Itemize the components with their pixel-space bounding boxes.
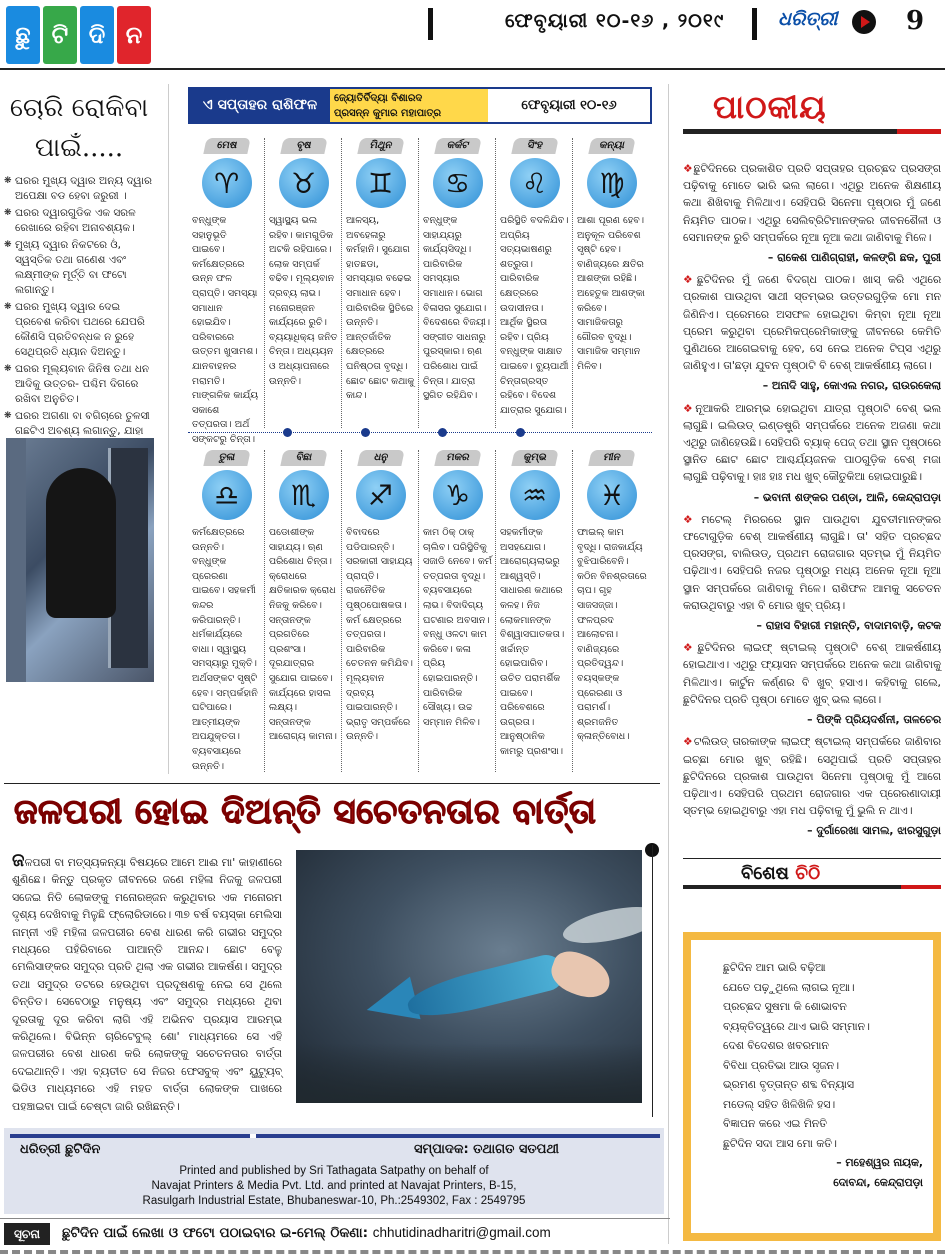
- sign-cancer: [419, 138, 496, 428]
- letter-signature: – ଦୁର୍ଗାରେଖା ସାମଲ, ଝାରସୁଗୁଡ଼ା: [807, 824, 941, 838]
- letter-text: ❖ମଟେଲ୍ ମିରରରେ ସ୍ଥାନ ପାଉଥିବା ଯୁବତୀମାନଙ୍କର ଫଟୋଗୁଡ଼ିକ ବେଶ୍ ଆକର୍ଷଣୀୟ ଲାଗୁଛି। ତା' ସହିତ ପ୍ରଚ୍ଛଦ ପ୍ରସଙ୍ଗ, ବାଲିଉଡ୍, ପ୍ରଥମ ରୋଜଗାର ସ୍ତମ୍ଭ ମୁଁ ନିୟମିତ ପଢ଼ିଥାଏ। ସେହିପରି ନଜର ପୃଷ୍ଠାରୁ ମଧ୍ୟ ଅନେକ ନୂଆ ନୂଆ ସ୍ଥାନ ସମ୍ପର୍କରେ ଜାଣିବାକୁ ମିଳେ। ରାଶିଫଳ ଆମକୁ ସଚେତନ କରାଉଥିବାରୁ ଏହା ବି ମୋର ଖୁବ୍ ପ୍ରିୟ।: [683, 512, 941, 612]
- letter-signature: – ଅନାଦି ସାହୁ, କୋଏଲ ନଗର, ରାଉରକେଲା: [762, 379, 941, 393]
- sign-forecast: ଆଳସ୍ୟ, ଅବହେଳାରୁ କର୍ମହାନି। ସୁଯୋଗ ହାତଛଡା, ସମସ୍ୟାର ବଢେଇ ସମାଧାନ ହେବ। ପାରିବାରିକ ସ୍ଥିତିରେ ଉନ୍ନତି। ଆନ୍ତର୍ଜାତିକ କ୍ଷେତ୍ରରେ ଘନିଷ୍ଠତା ବୃଦ୍ଧି। ଛୋଟ ଛୋଟ କଥାକୁ କାନ୍ଦ।: [346, 215, 415, 402]
- email-notice: [0, 1218, 670, 1248]
- sign-label: ବିଛା: [280, 450, 327, 466]
- poem-line: ମଡେଲ୍ ସହିତ ଖିଳିଖିଳି ହସ।: [723, 1097, 836, 1111]
- sign-gemini: [342, 138, 419, 428]
- brand-letter: ଟି: [43, 6, 77, 64]
- sign-forecast: କାମ ଠିକ୍ ଠାକ୍ ଚାଲିବ। ପରିସ୍ଥିତିକୁ ସଜାଡି ନେବେ। କର୍ମ ତତ୍ପରତା ବୃଦ୍ଧି। ବ୍ୟବସାୟରେ ଲାଭ। ବିଦାଦିଗ୍ୟ ଘଟଣାର ଅବସାନ। ବନ୍ଧୁ ଓଳଟା କାମ କରିବେ। କଳା ପ୍ରିୟ ହୋଇପାରନ୍ତି। ପାରିବାରିକ ସୌଖ୍ୟ। ଉଚ୍ଚ ସମ୍ମାନ ମିଳିବ।: [423, 527, 492, 728]
- poem-signature-place: ଦୋବନ୍ଦା, କେନ୍ଦ୍ରାପଡ଼ା: [833, 1175, 923, 1189]
- special-letter-header: [683, 858, 941, 888]
- separator-dot: [361, 428, 370, 437]
- pathakiya-header: [683, 86, 941, 134]
- letter-text: ❖ଛୁଟିଦିନରେ ପ୍ରକାଶିତ ପ୍ରତି ସପ୍ତାହର ପ୍ରଚ୍ଛଦ ପ୍ରସଙ୍ଗ ପଢ଼ିବାକୁ ମୋତେ ଭାରି ଭଲ ଲାଗେ। ଏଥିରୁ ଅନେକ ଶିକ୍ଷଣୀୟ କଥା ଶିଖିବାକୁ ମିଳିଥାଏ। ସେହିପରି ସିନେମା ପୃଷ୍ଠାର ମୁଁ ଜଣେ ନିୟମିତ ପାଠକ। ଏଥିରୁ ସେଲିବ୍ରିଟିମାନଙ୍କର ଜୀବନଶୈଳୀ ଓ ସେମାନଙ୍କ ରୁଚି ସମ୍ପର୍କରେ ନୂଆ ନୂଆ କଥା ଜାଣିବାକୁ ମିଳେ।: [683, 162, 941, 244]
- sign-taurus: [265, 138, 342, 428]
- pathakiya-title: ପାଠକୀୟ: [713, 88, 827, 126]
- sign-forecast: କର୍ମକ୍ଷେତ୍ରରେ ଉନ୍ନତି। ବନ୍ଧୁଙ୍କ ପ୍ରେରଣା ପାଇବେ। ସହକର୍ମୀ କନ୍ଦର କରିପାରନ୍ତି। ଧର୍ମକାର୍ଯ୍ୟରେ ବାଧା। ସ୍ୱାସ୍ଥ୍ୟ ସମସ୍ୟାରୁ ମୁକ୍ତି। ଅର୍ଥସଙ୍କଟ ସୃଷ୍ଟି ହେବ। ସମ୍ପର୍କହାନି ଘଟିପାରେ। ଆତ୍ମୀୟଙ୍କ ଅପଯୁକ୍ତତା। ବ୍ୟବସାୟରେ ଉନ୍ନତି।: [192, 527, 258, 772]
- poem-line: ଦେଶ ବିଦେଶର ଖବରମାନ: [723, 1039, 829, 1052]
- drop-cap: ଜ: [12, 850, 25, 871]
- sign-label: ମକର: [434, 450, 481, 466]
- poem-line: ବ୍ୟକ୍ତିତ୍ୱରେ ଥାଏ ଭାରି ସମ୍ମାନ।: [723, 1019, 870, 1033]
- libra-icon: ♎: [202, 470, 252, 520]
- sign-forecast: ଆଶା ପୂରଣ ହେବ। ଅନୁକୂଳ ପରିବେଶ ସୃଷ୍ଟି ହେବ। ବାଣିଜ୍ୟରେ କ୍ଷତିର ଆଶଙ୍କା ରହିଛି। ଅହେତୁକ ଆଶଙ୍କା କରିବେ। ସାମାଜିକତାରୁ ଗୌରବ ବୃଦ୍ଧି। ସାମାଜିକ ସମ୍ମାନ ମିଳିବ।: [577, 215, 645, 372]
- sign-libra: [188, 450, 265, 772]
- print-line: Printed and published by Sri Tathagata Satpathy on behalf of Navajat Printers & Media Pvt. Ltd. and printed at Navajat Printers, B-15, Rasulgarh Industrial Estate, Bhubaneswar-10, Ph.:2549302, Fax : 2549795: [142, 1165, 526, 1207]
- sign-scorpio: [265, 450, 342, 772]
- separator-dot: [516, 428, 525, 437]
- list-item: ❋ ଘରର ମୁଖ୍ୟ ଦ୍ୱାର ଦେଇ ପ୍ରବେଶ କରିବା ପଥରେ ଯେପରି କୌଣସି ପ୍ରତିବନ୍ଧକ ନ ରୁହେ ସେଥିପ୍ରତି ଧ୍ୟାନ ଦିଅନ୍ତୁ।: [4, 300, 154, 360]
- sign-label: କନ୍ୟା: [588, 138, 635, 154]
- list-item: ❋ ଘରର ଅଗଣା ବା ବଗିଚାରେ ତୁଳସୀ ଗଛଟିଏ ଅବଶ୍ୟ ଲଗାନ୍ତୁ, ଯାହା: [4, 409, 154, 469]
- special-title: ବିଶେଷ: [741, 863, 789, 884]
- letter-text: ❖ନୂଆକରି ଆରମ୍ଭ ହୋଇଥିବା ଯାତ୍ରା ପୃଷ୍ଠାଟି ବେଶ୍ ଭଲ ଲାଗୁଛି। ଇଲିଉଡ୍ ଇଣ୍ଡଷ୍ଟ୍ରି ସମ୍ପର୍କରେ ଅନେକ ଅଜଣା କଥା ଏଥିରୁ ଜାଣିହେଉଛି। ସେହିପରି ବ୍ୟାକ୍ ପେଜ୍ ତଥା ସ୍ଥାନ ପୃଷ୍ଠାରେ ସ୍ଥାନିତ ଛୋଟ ଛୋଟ ଆଶ୍ଚର୍ଯ୍ୟଜନକ ପାଠଗୁଡ଼ିକ ବେଶ୍ ମଜା ଲାଗୁଛି ପଢ଼ିବାକୁ। ହାଃ ହାଃ ମଧ ଖୁବ୍ କୌତୁକିଆ ହୋଇପାରୁଛି।: [683, 401, 941, 484]
- list-item: ❋ ଘରର ଦ୍ୱାରଗୁଡିକ ଏକ ସରଳ ରେଖାରେ ରହିବା ଅନାବଶ୍ୟକ।: [4, 206, 154, 236]
- letter-text: ❖ଟଲିଉଡ୍ ତାରକାଙ୍କ ଲାଇଫ୍ ଷ୍ଟାଇଲ୍ ସମ୍ପର୍କରେ ଜାଣିବାର ଇଚ୍ଛା ମୋର ଖୁବ୍ ରହିଛି। ସେଥିପାଇଁ ପ୍ରତି ସପ୍ତାହର ଛୁଟିଦିନରେ ପ୍ରକାଶ ପାଉଥିବା ସିନେମା ପୃଷ୍ଠାକୁ ମୁଁ ଆଗେ ପଢ଼ିଥାଏ। ସେହିପରି ପ୍ରଥମ ରୋଜଗାର ଏକ ପ୍ରେରଣାଦାୟୀ ସ୍ତମ୍ଭ ହୋଇଥିବାରୁ ଏହା ମଧ ପଢ଼ିବାକୁ ମୁଁ ଭୁଲି ନ ଥାଏ।: [683, 735, 941, 818]
- dharitri-logo: ଧରିତ୍ରୀ: [778, 8, 838, 30]
- brand-letter: ଛୁ: [6, 6, 40, 64]
- article-rule: [4, 783, 660, 784]
- header-divider: [752, 8, 757, 40]
- letter-text: ❖ଛୁଟିଦିନର ଲାଇଫ୍ ଷ୍ଟାଇଲ୍ ପୃଷ୍ଠାଟି ବେଶ୍ ଆକର୍ଷଣୀୟ ହୋଇଥାଏ। ଏଥିରୁ ଫ୍ୟାସନ ସମ୍ପର୍କରେ ଅନେକ କଥା ଜାଣିବାକୁ ମିଳିଥାଏ। କାର୍ଟୁନ କର୍ଣ୍ଣର ବି ଖୁବ୍ ହସାଏ। କହିବାକୁ ଗଲେ, ଛୁଟିଦିନର ପ୍ରତି ପୃଷ୍ଠା ମୋତେ ଖୁବ୍ ଭଲ ଲାଗେ।: [683, 641, 941, 706]
- taurus-icon: ♉: [279, 158, 329, 208]
- letter-signature: – ରାହାସ ବିହାରୀ ମହାନ୍ତି, ବାଦାମବାଡ଼ି, କଟକ: [756, 619, 941, 633]
- flower-icon: ❖: [683, 512, 702, 526]
- sign-label: କର୍କଟ: [434, 138, 481, 154]
- vastu-title: ଚୋରି ରୋକିବା ପାଇଁ.....: [9, 93, 149, 163]
- sign-forecast: ବିବାଦରେ ପଡିପାରନ୍ତି। ସରକାରୀ ସାହାଯ୍ୟ ପ୍ରାପ୍ତି। ରାଜନୈତିକ ପୃଷ୍ଠପୋଷକତା। କର୍ମ କ୍ଷେତ୍ରରେ ତତ୍ପରତା। ପାରିବାରିକ ଚେତନନ କମିଯିବ। ମୂଲ୍ୟବାନ ଦ୍ରବ୍ୟ ପାଇପାରନ୍ତି। ଭ୍ରାତୃ ସମ୍ପର୍କରେ ଉନ୍ନତି।: [346, 527, 413, 743]
- poem-line: ବିଜ୍ଞାପନ କରେ ଏଇ ମିନତି: [723, 1117, 827, 1130]
- horoscope-author: [330, 89, 488, 122]
- mermaid-photo: [296, 850, 642, 1103]
- page-number: 9: [906, 6, 925, 36]
- sign-label: ସିଂହ: [511, 138, 558, 154]
- poem-line: ଯେତେ ପଢ଼ୁଥିଲେ ଲାଗଇ ନୂଆ।: [723, 980, 855, 994]
- flower-icon: ❖: [683, 401, 696, 415]
- editor-name: ସମ୍ପାଦକ: ତଥାଗତ ସତପଥୀ: [414, 1142, 559, 1157]
- special-letter-box: [683, 932, 941, 1241]
- horoscope-title: ଏ ସପ୍ତାହର ରାଶିଫଳ: [190, 89, 330, 122]
- article-title: ଜଳପରୀ ହୋଇ ଦିଅନ୍ତି ସଚେତନତାର ବାର୍ତ୍ତା: [14, 792, 597, 832]
- sign-forecast: ପଡୋଶୀଙ୍କ ସାହାଯ୍ୟ। ଋଣ ପରିଶୋଧ ଚିନ୍ତା। କ୍ରୋଧରେ କ୍ଷତିକାରକ କ୍ରୋଧ ନିଜକୁ କରିବେ। ସନ୍ତାନଙ୍କ ପ୍ରଗତିରେ ପ୍ରଶଂସା। ଦୂରଯାତ୍ରାର ସୁଯୋଗ ପାଇବେ। କାର୍ଯ୍ୟରେ ହାସଲ ଲକ୍ଷ୍ୟ। ସନ୍ତାନଙ୍କ ଆରୋଗ୍ୟ କାମନା।: [269, 527, 337, 743]
- brand-letter: ଦି: [80, 6, 114, 64]
- flower-icon: ❖: [683, 162, 694, 175]
- horoscope-dates: ଫେବୃୟାରୀ ୧୦-୧୬: [488, 89, 650, 122]
- publication-name: ଧରିତ୍ରୀ ଛୁଟିଦିନ: [20, 1142, 101, 1157]
- letter-text: ❖ଛୁଟିଦିନର ମୁଁ ଜଣେ ବିଦଗ୍ଧ ପାଠକ। ଖାସ୍ କରି ଏଥିରେ ପ୍ରକାଶ ପାଉଥିବା ସାଥୀ ସ୍ତମ୍ଭର ଉତ୍ତରଗୁଡ଼ିକ ମୋ ମନ ଜିଣିନିଏ। ପ୍ରେମରେ ଅସଫଳ ହୋଇଥିବା କିମ୍ବା ନୂଆ ନୂଆ ପ୍ରେମ କରୁଥିବା ପ୍ରେମିକପ୍ରେମିକାଙ୍କୁ ଜୀବନରେ କେମିତି ପୁଣିଥରେ ଆଗେଇବାକୁ ହେବ, ସେ ନେଇ ଅନେକ ଟିପ୍ସ ଏଥିରୁ ଜାଣିହୁଏ। ତା'ଛଡ଼ା ଯୁବନ ପୃଷ୍ଠାଟି ବି ବେଶ୍ ଆକର୍ଷଣୀୟ ଲାଗେ।: [683, 273, 942, 373]
- column-divider: [168, 84, 169, 774]
- brand-logo: [6, 6, 151, 64]
- sign-label: କୁମ୍ଭ: [511, 450, 558, 466]
- scorpio-icon: ♏: [279, 470, 329, 520]
- sign-sagittarius: [342, 450, 419, 772]
- poem-line: ପ୍ରଚ୍ଛଦ ସୁଷମା କି ଶୋଭାବନ: [723, 1000, 847, 1013]
- poem-line: ବିବିଧା ପ୍ରତିଭା ଆଉ ସୃଜନ।: [723, 1058, 839, 1072]
- virgo-icon: ♍: [587, 158, 637, 208]
- brand-letter: ନ: [117, 6, 151, 64]
- list-item: ❋ ମୁଖ୍ୟ ଦ୍ୱାର ନିକଟରେ ଓଁ, ସ୍ୱସ୍ତିକ ତଥା ଗଣେଶ ଏବଂ ଲକ୍ଷ୍ମୀଙ୍କ ମୂର୍ତ୍ତି ବା ଫଟୋ ଲଗାନ୍ତୁ।: [4, 238, 154, 298]
- sign-forecast: ଫାଇଲ୍ କାମ ବୃଦ୍ଧି। ରାଜକାର୍ଯ୍ୟ ବୁଝିପାରିବେନି। କଠିନ ବିନଶ୍ରତାରେ ଚାପ। ଗୃହ ସାଜସଜ୍ଜା। ଫଳପ୍ରଦ ଆଲୋଚନା। ବାଣିଜ୍ୟରେ ପ୍ରତିଦ୍ୱନ୍ଦ। ବୟସ୍କଙ୍କ ପ୍ରେରଣା ଓ ପରାମର୍ଶ। ଶ୍ରମଜନିତ କ୍ଳାନ୍ତିବୋଧ।: [577, 527, 647, 743]
- sign-label: ମୀନ: [588, 450, 635, 466]
- sign-forecast: ସହକର୍ମୀଙ୍କ ଅସହଯୋଗ। ଆରୋଗ୍ୟଲାଭରୁ ଆଶ୍ୱସ୍ତି। ସାଧାରଣ କଥାରେ କଳହ। ନିଜ ଲୋକମାନଙ୍କ ବିଶ୍ୱାସଘାତକତା। ଖର୍ଚ୍ଚାନ୍ତ ହୋଇପାରିବ। ଉଚିତ ପରାମର୍ଶିକ ପାଇବେ। ପରିବେଶରେ ଉଗ୍ରତା। ଆନୁଷ୍ଠାନିକ କାମରୁ ପ୍ରଶଂସା।: [500, 527, 565, 757]
- poem-line: ଛୁଟିଦିନ ଆମ ଭାରି ବଢ଼ିଆ: [723, 961, 826, 974]
- separator-dot: [283, 428, 292, 437]
- play-icon: [852, 10, 876, 34]
- sign-aries: [188, 138, 265, 445]
- masthead: [0, 0, 945, 70]
- author-name: ପ୍ରସନ୍ନ କୁମାର ମହାପାତ୍ର: [334, 108, 442, 119]
- capricorn-icon: ♑: [433, 470, 483, 520]
- sign-forecast: ବନ୍ଧୁଙ୍କ ସାହାଯ୍ୟରୁ କାର୍ଯ୍ୟସିଦ୍ଧି। ପାରିବାରିକ ସମସ୍ୟାର ସମାଧାନ। ଭୋଗ ବିଳାସର ସୁଯୋଗ। ବିଦେଶରେ ବିଜୟୀ। ସଙ୍ଗୀତ ସାଧନାରୁ ପୁରସ୍କାର। ଋଣ ପରିଶୋଧ ପାଇଁ ଚିନ୍ତା। ଯାତ୍ରା ସ୍ଥଗିତ ରହିଯିବ।: [423, 215, 491, 402]
- aries-icon: ♈: [202, 158, 252, 208]
- sign-forecast: ପରିସ୍ଥିତି ବଦଳିଯିବ। ଅପ୍ରିୟ ସତ୍ୟଭାଷଣରୁ ଶତ୍ରୁତା। ପାରିବାରିକ କ୍ଷେତ୍ରରେ ଉଦାସୀନତା। ଆର୍ଥିକ ସ୍ଥିରତା ରହିବ। ପ୍ରିୟ ବନ୍ଧୁଙ୍କ ସାକ୍ଷାତ ପାଇବେ। ବ୍ୟୁପାର୍ଥୀ ଚିନ୍ତାଗ୍ରସ୍ତ ରହିବେ। ବିଦେଶ ଯାତ୍ରାର ସୁଯୋଗ।: [500, 215, 569, 416]
- sign-leo: [496, 138, 573, 428]
- sagittarius-icon: ♐: [356, 470, 406, 520]
- horoscope-header: [188, 87, 652, 124]
- horoscope-row: [188, 138, 652, 445]
- list-item: ❋ ଘରର ମୂଲ୍ୟବାନ ଜିନିଷ ତଥା ଧନ ଆଦିକୁ ଉତ୍ତର- ପଶ୍ଚିମ ଦିଗରେ ରଖିବା ଅନୁଚିତ।: [4, 362, 154, 407]
- sign-label: ମିଥୁନ: [357, 138, 404, 154]
- issue-date: ଫେବୃୟାରୀ ୧୦-୧୬ , ୨୦୧୯: [505, 10, 725, 32]
- notice-label: ସୂଚନା: [4, 1223, 50, 1245]
- list-item: ❋ ଘରର ମୁଖ୍ୟ ଦ୍ୱାର ଅନ୍ୟ ଦ୍ୱାର ଅପେକ୍ଷା ବଡ ହେବା ଜରୁରୀ ।: [4, 174, 154, 204]
- vastu-tips-list: [4, 174, 154, 469]
- flower-icon: ❖: [683, 641, 698, 655]
- thief-photo: [6, 438, 154, 682]
- readers-letters-column: [683, 86, 941, 1241]
- poem-line: ଭ୍ରମଣ ବୃତ୍ତାନ୍ତ ଶବ୍ଦ ବିନ୍ୟାସ: [723, 1078, 854, 1091]
- separator-dot: [438, 428, 447, 437]
- sign-label: ମେଷ: [203, 138, 250, 154]
- sign-forecast: ସ୍ୱାସ୍ଥ୍ୟ ଭଲ ରହିବ। କାମଗୁଡିକ ଅଟକି ରହିପାରେ। ଲୋକ ସମ୍ପର୍କ ବଢିବ। ମୂଲ୍ୟବାନ ଦ୍ରବ୍ୟ ଲାଭ। ମନୋରଞ୍ଜନ କାର୍ଯ୍ୟରେ ରୁଚି। ବ୍ୟୟାଧିକ୍ୟ ଜନିତ ଚିନ୍ତା। ଅଧ୍ୟୟନ ଓ ଅଧ୍ୟାପନାରେ ଉନ୍ନତି।: [269, 215, 338, 387]
- leo-icon: ♌: [510, 158, 560, 208]
- poem-line: ଛୁଟିଦିନ ସଦା ଆସ ମୋ କତି।: [723, 1136, 837, 1150]
- poem: [691, 940, 933, 1233]
- bottom-strip: [0, 1250, 945, 1258]
- cancer-icon: ♋: [433, 158, 483, 208]
- letters-list: [683, 160, 941, 840]
- flower-icon: ❖: [683, 735, 694, 749]
- sign-aquarius: [496, 450, 573, 772]
- sign-forecast: ବନ୍ଧୁଙ୍କ ସହାନୁଭୂତି ପାଇବେ। କର୍ମକ୍ଷେତ୍ରରେ ଉନ୍ନ ଫଳ ପ୍ରାପ୍ତି। ସମସ୍ୟା ସମାଧାନ ହୋଇଯିବ। ପରିବାରରେ ଉତ୍ତମ ଖୁସାମଶ। ଯାନବାହନର ମରାମତି। ମାଙ୍ଗଳିକ କାର୍ଯ୍ୟ ସକାଶେ ତତ୍ପରତା। ଅର୍ଥ ସଙ୍କଟରୁ ଚିନ୍ତା।: [192, 215, 259, 445]
- letter-signature: – ପିଙ୍କି ପ୍ରିୟଦର୍ଶନୀ, ତାଳଚେର: [807, 713, 941, 727]
- sign-virgo: [573, 138, 650, 428]
- sign-label: ବୃଷ: [280, 138, 327, 154]
- horoscope-separator: [188, 432, 652, 433]
- gemini-icon: ♊: [356, 158, 406, 208]
- horoscope-row: [188, 450, 652, 772]
- email-link[interactable]: chhutidinadharitri@gmail.com: [372, 1225, 551, 1240]
- header-divider: [428, 8, 433, 40]
- special-title-red: ଚିଠି: [795, 863, 821, 884]
- imprint-box: [4, 1128, 664, 1214]
- sign-pisces: [573, 450, 650, 772]
- poem-signature: – ମହେଶ୍ୱର ନାୟକ,: [836, 1156, 923, 1169]
- sign-label: ତୁଳା: [203, 450, 250, 466]
- letter-signature: – ରାକେଶ ପାଣିଗ୍ରାହୀ, କଳଙ୍ଗି ଛକ, ପୁରୀ: [767, 251, 941, 265]
- sign-capricorn: [419, 450, 496, 772]
- pisces-icon: ♓: [587, 470, 637, 520]
- author-title: ଜ୍ୟୋତିର୍ବିଦ୍ୟା ବିଶାରଦ: [334, 93, 423, 104]
- column-divider: [668, 84, 669, 1244]
- aquarius-icon: ♒: [510, 470, 560, 520]
- letter-signature: – ଭବାନୀ ଶଙ୍କର ପଣ୍ଡା, ଆଳି, କେନ୍ଦ୍ରାପଡ଼ା: [753, 490, 941, 504]
- article-body: ଜଳପରୀ ବା ମତ୍ସ୍ୟକନ୍ୟା ବିଷୟରେ ଆମେ ଆଈ ମା' କାହାଣୀରେ ଶୁଣିଛେ। କିନ୍ତୁ ପ୍ରକୃତ ଜୀବନରେ ଜଣେ ମହିଳା ନିଜକୁ ଜଳପରୀ ସଜେଇ ନିତି ଲୋକଙ୍କୁ ମନୋରଞ୍ଜନ କରୁଥିବାର ଏକ ମନୋରମ ଦୃଶ୍ୟ ଦେଖିବାକୁ ମିଳୁଛି ଫ୍ଲୋରିଡାରେ। ୩୭ ବର୍ଷ ବୟସ୍କା ମେଲିସା ନାମ୍ନୀ ଏହି ମହିଳା ଜଳପରୀର ବେଶ ଧାରଣ କରି ଗଭୀର ସମୁଦ୍ର ମଧ୍ୟରେ ପହଁରିବାରେ ପାଆନ୍ତି ଆନନ୍ଦ। ଛୋଟ ବେଳୁ ମେଲିସାଙ୍କର ସମୁଦ୍ର ପ୍ରତି ଥିଲା ଏକ ଗଭୀର ଆକର୍ଷଣ। ସମୁଦ୍ର ତଥା ସମୁଦ୍ର ତଟରେ ହେଉଥିବା ପ୍ରଦୂଷଣକୁ ନେଇ ସେ ଥିଲେ ଚିନ୍ତିତ। ସେବେଠାରୁ ମନୁଷ୍ୟ ଏବଂ ସମୁଦ୍ର ମଧ୍ୟରେ ଥିବା ଦୂରତାକୁ ଦୂର କରିବା ଲାଗି ଏହି ଅଭିନବ ପ୍ରୟାସ ଆରମ୍ଭ କରିଥିଲେ। ବିଭିନ୍ନ ଚାରିଟେବୁଲ୍ ଶୋ' ମାଧ୍ୟମରେ ସେ ଏହି ଜଳପରୀର ବେଶ ଧାରଣ କରି ଲୋକଙ୍କୁ ସଚେତନତାର ବାର୍ତ୍ତା ଦେଇଥାନ୍ତି। ଏହା ବ୍ୟତୀତ ସେ ନିଜର ଫେସବୁକ୍ ଏବଂ ୟୁଟ୍ୟୁବ୍ ଭିଡିଓ ମାଧ୍ୟମରେ ଏହି ମହତ ବାର୍ତ୍ତା ଲୋକଙ୍କ ପାଖରେ ପହଞ୍ଚାଇବା ପାଇଁ ଚେଷ୍ଟା ଜାରି ରଖିଛନ୍ତି।: [12, 850, 282, 1113]
- flower-icon: ❖: [683, 273, 697, 287]
- email-text: ଛୁଟିଦିନ ପାଇଁ ଲେଖା ଓ ଫଟୋ ପଠାଇବାର ଇ-ମେଲ୍ ଠିକଣା:: [62, 1225, 373, 1241]
- sign-label: ଧନୁ: [357, 450, 404, 466]
